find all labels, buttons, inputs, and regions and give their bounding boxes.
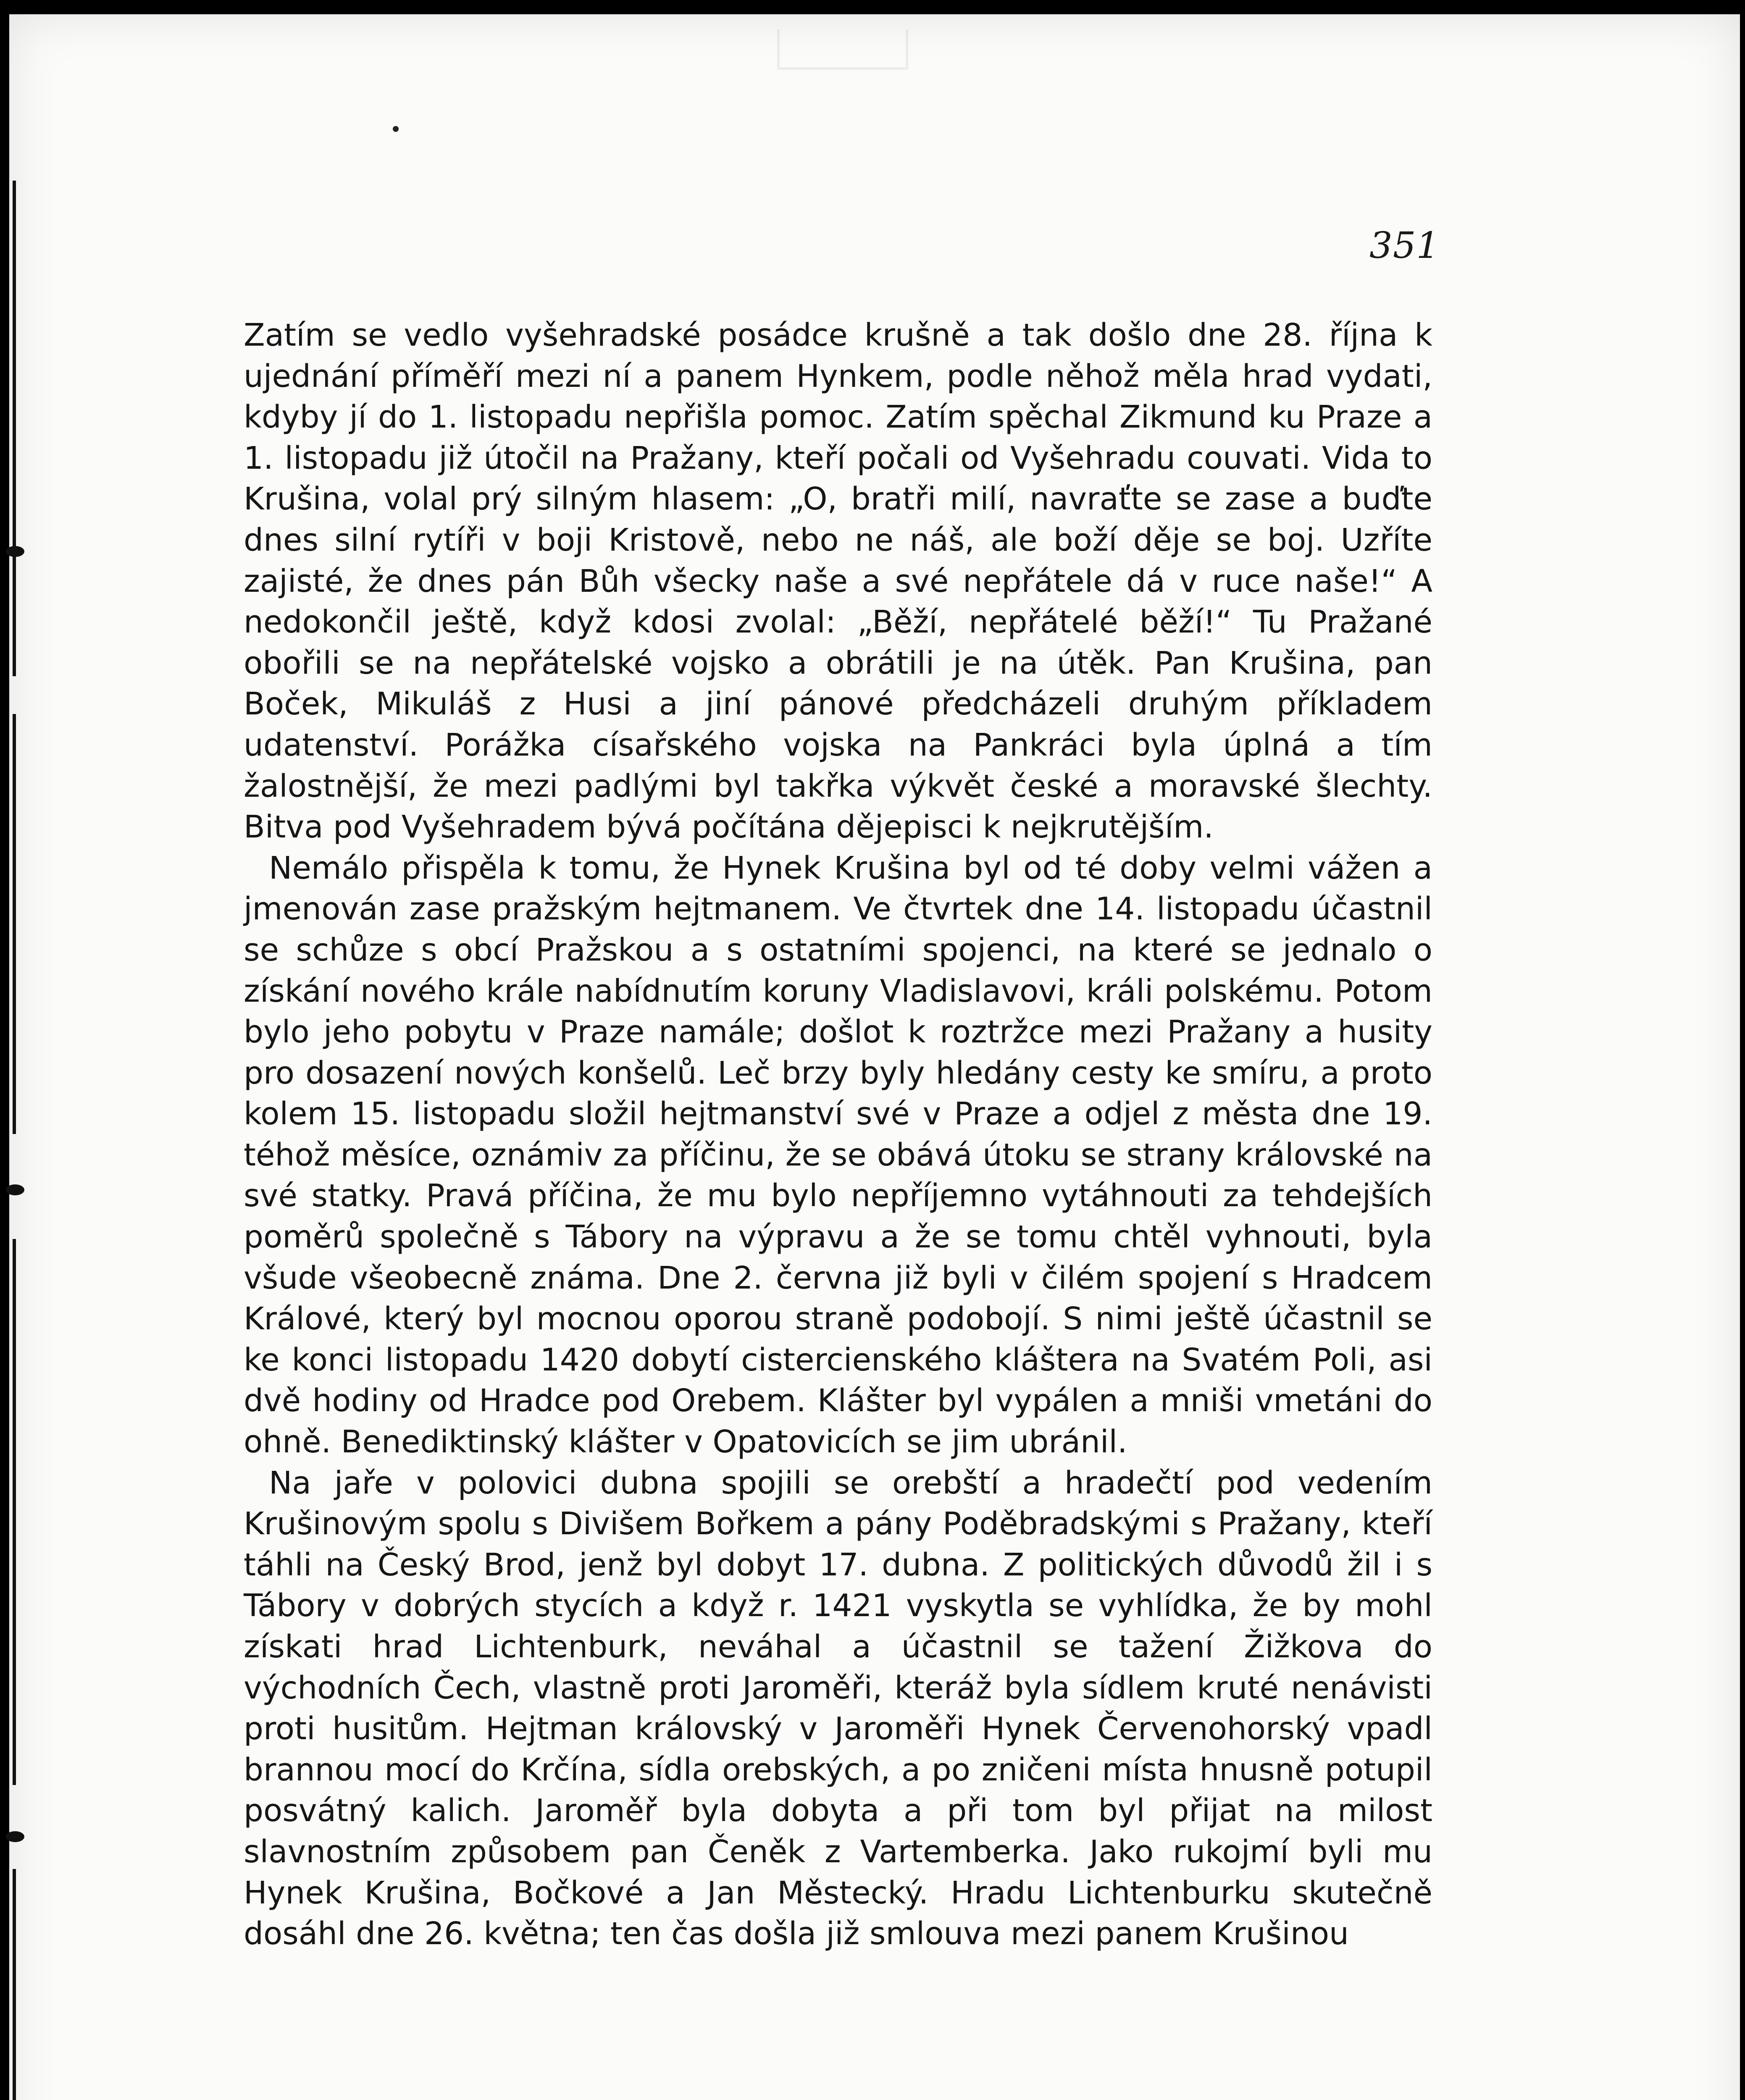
binding-edge-upper	[13, 181, 16, 676]
paragraph-2: Nemálo přispěla k tomu, že Hynek Krušina byl od té doby velmi vážen a jmenován zase pražským hejtmanem. Ve čtvrtek dne 14. listopadu účastnil se schůze s obcí Pražskou a s ostatními spojenci, na které se jednalo o získání nového krále nabídnutím koruny Vladislavovi, králi polskému. Potom bylo jeho pobytu v Praze namále; došlot k roztržce mezi Pražany a husity pro dosazení nových konšelů. Leč brzy byly hledány cesty ke smíru, a proto kolem 15. listopadu složil hejtmanství své v Praze a odjel z města dne 19. téhož měsíce, oznámiv za příčinu, že se obává útoku se strany královské na své statky. Pravá příčina, že mu bylo nepříjemno vytáhnouti za tehdejších poměrů společně s Tábory na výpravu a že se tomu chtěl vyhnouti, byla všude všeobecně známa. Dne 2. června již byli v čilém spojení s Hradcem Králové, který byl mocnou oporou straně podobojí. S nimi ještě účastnil se ke konci listopadu 1420 dobytí cistercienského kláštera na Svatém Poli, asi dvě hodiny od Hradce pod Orebem. Klášter byl vypálen a mniši vmetáni do ohně. Benediktinský klášter v Opatovicích se jim ubránil.	[244, 850, 1432, 1460]
ink-speck	[393, 126, 399, 132]
binding-edge-bottom	[13, 1869, 16, 2100]
faint-stamp-impression	[777, 29, 908, 70]
binding-edge-lower	[13, 1239, 16, 1785]
binding-stitch-mark	[6, 1831, 24, 1842]
paragraph-3: Na jaře v polovici dubna spojili se orebští a hradečtí pod vedením Krušinovým spolu s Divišem Bořkem a pány Poděbradskými s Pražany, kteří táhli na Český Brod, jenž byl dobyt 17. dubna. Z politických důvodů žil i s Tábory v dobrých stycích a když r. 1421 vyskytla se vyhlídka, že by mohl získati hrad Lichtenburk, neváhal a účastnil se tažení Žižkova do východních Čech, vlastně proti Jaroměři, kteráž byla sídlem kruté nenávisti proti husitům. Hejtman královský v Jaroměři Hynek Červenohorský vpadl brannou mocí do Krčína, sídla orebských, a po zničeni místa hnusně potupil posvátný kalich. Jaroměř byla dobyta a při tom byl přijat na milost slavnostním způsobem pan Čeněk z Vartemberka. Jako rukojmí byli mu Hynek Krušina, Bočkové a Jan Městecký. Hradu Lichtenburku skutečně dosáhl dne 26. května; ten čas došla již smlouva mezi panem Krušinou	[244, 1465, 1432, 1952]
page-number: 351	[1369, 225, 1440, 267]
scan-top-edge	[0, 0, 1745, 15]
paragraph-1: Zatím se vedlo vyšehradské posádce krušně a tak došlo dne 28. října k ujednání příměří mezi ní a panem Hynkem, podle něhož měla hrad vydati, kdyby jí do 1. listopadu nepřišla pomoc. Zatím spěchal Zikmund ku Praze a 1. listopadu již útočil na Pražany, kteří počali od Vyšehradu couvati. Vida to Krušina, volal prý silným hlasem: „O, bratři milí, navraťte se zase a buďte dnes silní rytíři v boji Kristově, nebo ne náš, ale boží děje se boj. Uzříte zajisté, že dnes pán Bůh všecky naše a své nepřátele dá v ruce naše!“ A nedokončil ještě, když kdosi zvolal: „Běží, nepřátelé běží!“ Tu Pražané obořili se na nepřátelské vojsko a obrátili je na útěk. Pan Krušina, pan Boček, Mikuláš z Husi a jiní pánové předcházeli druhým příkladem udatenství. Porážka císařského vojska na Pankráci byla úplná a tím žalostnější, že mezi padlými byl takřka výkvět české a moravské šlechty. Bitva pod Vyšehradem bývá počítána dějepisci k nejkrutějším.	[244, 317, 1432, 845]
binding-stitch-mark	[6, 546, 24, 557]
body-text	[244, 315, 1432, 1955]
binding-edge-middle	[13, 714, 16, 1134]
binding-stitch-mark	[6, 1184, 24, 1195]
